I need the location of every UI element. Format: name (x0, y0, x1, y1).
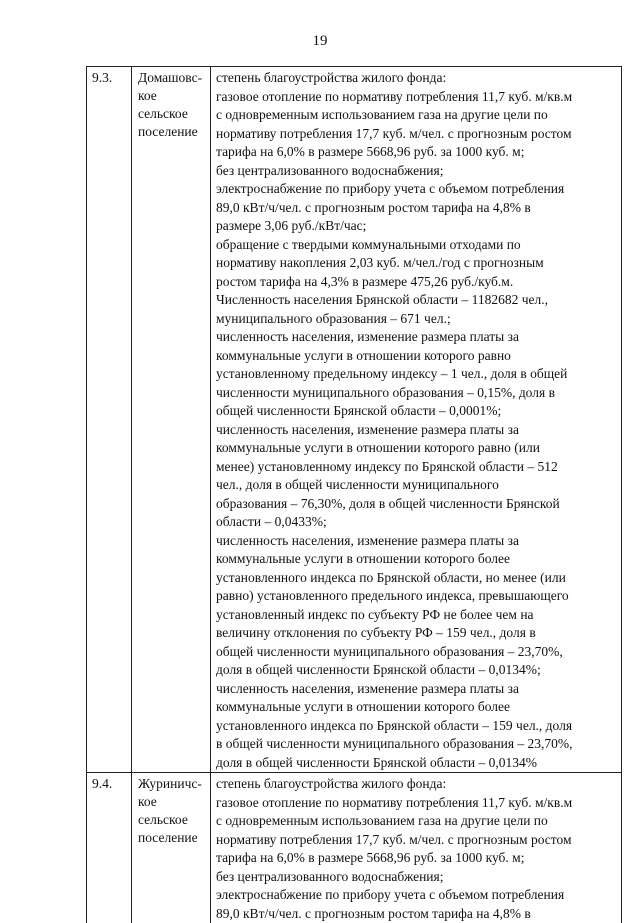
text-line: тарифа на 6,0% в размере 5668,96 руб. за 1000 куб. м; (216, 849, 619, 868)
text-line: в общей численности муниципального образования – 23,70%, (216, 735, 619, 754)
settlements-table (86, 66, 622, 923)
text-line: обращение с твердыми коммунальными отходами по (216, 236, 619, 255)
text-line: численность населения, изменение размера платы за (216, 532, 619, 551)
text-line: нормативу накопления 2,03 куб. м/чел./год с прогнозным (216, 254, 619, 273)
row-number: 9.4. (87, 773, 132, 923)
settlement-description (211, 67, 622, 773)
text-line: электроснабжение по прибору учета с объемом потребления (216, 886, 619, 905)
text-line: кое (138, 793, 210, 811)
text-line: газовое отопление по нормативу потребления 11,7 куб. м/кв.м (216, 794, 619, 813)
text-line: без централизованного водоснабжения; (216, 162, 619, 181)
text-line: Журиничс- (138, 775, 210, 793)
text-line: газовое отопление по нормативу потребления 11,7 куб. м/кв.м (216, 88, 619, 107)
text-line: электроснабжение по прибору учета с объемом потребления (216, 180, 619, 199)
text-line: Численность населения Брянской области – 1182682 чел., (216, 291, 619, 310)
text-line: численность населения, изменение размера платы за (216, 328, 619, 347)
text-line: нормативу потребления 17,7 куб. м/чел. с прогнозным ростом (216, 831, 619, 850)
text-line: установленному предельному индексу – 1 чел., доля в общей (216, 365, 619, 384)
page-number: 19 (0, 33, 640, 50)
text-line: численность населения, изменение размера платы за (216, 421, 619, 440)
text-line: размере 3,06 руб./кВт/час; (216, 217, 619, 236)
text-line: с одновременным использованием газа на другие цели по (216, 106, 619, 125)
text-line: образования – 76,30%, доля в общей численности Брянской (216, 495, 619, 514)
text-line: 89,0 кВт/ч/чел. с прогнозным ростом тарифа на 4,8% в (216, 199, 619, 218)
text-line: области – 0,0433%; (216, 513, 619, 532)
text-line: степень благоустройства жилого фонда: (216, 775, 619, 794)
text-line: муниципального образования – 671 чел.; (216, 310, 619, 329)
text-line: величину отклонения по субъекту РФ – 159 чел., доля в (216, 624, 619, 643)
text-line: поселение (138, 829, 210, 847)
text-line: доля в общей численности Брянской области – 0,0134% (216, 754, 619, 773)
text-line: кое (138, 87, 210, 105)
text-line: без централизованного водоснабжения; (216, 868, 619, 887)
text-line: поселение (138, 123, 210, 141)
text-line: коммунальные услуги в отношении которого более (216, 698, 619, 717)
table-row (87, 773, 622, 923)
text-line: ростом тарифа на 4,3% в размере 475,26 руб./куб.м. (216, 273, 619, 292)
text-line: чел., доля в общей численности муниципального (216, 476, 619, 495)
text-line: численности муниципального образования – 0,15%, доля в (216, 384, 619, 403)
text-line: тарифа на 6,0% в размере 5668,96 руб. за 1000 куб. м; (216, 143, 619, 162)
settlement-description (211, 773, 622, 923)
text-line: нормативу потребления 17,7 куб. м/чел. с прогнозным ростом (216, 125, 619, 144)
text-line: сельское (138, 105, 210, 123)
text-line: степень благоустройства жилого фонда: (216, 69, 619, 88)
text-line: доля в общей численности Брянской области – 0,0134%; (216, 661, 619, 680)
text-line: коммунальные услуги в отношении которого равно (или (216, 439, 619, 458)
text-line: менее) установленному индексу по Брянской области – 512 (216, 458, 619, 477)
text-line: установленного индекса по Брянской области – 159 чел., доля (216, 717, 619, 736)
text-line: установленного индекса по Брянской области, но менее (или (216, 569, 619, 588)
text-line: коммунальные услуги в отношении которого более (216, 550, 619, 569)
table-row (87, 67, 622, 773)
text-line: сельское (138, 811, 210, 829)
text-line: общей численности Брянской области – 0,0001%; (216, 402, 619, 421)
settlement-name (132, 67, 211, 773)
text-line: равно) установленного предельного индекса, превышающего (216, 587, 619, 606)
text-line: установленный индекс по субъекту РФ не более чем на (216, 606, 619, 625)
row-number: 9.3. (87, 67, 132, 773)
text-line: коммунальные услуги в отношении которого равно (216, 347, 619, 366)
settlement-name (132, 773, 211, 923)
text-line: Домашовс- (138, 69, 210, 87)
text-line: численность населения, изменение размера платы за (216, 680, 619, 699)
text-line: с одновременным использованием газа на другие цели по (216, 812, 619, 831)
text-line: общей численности муниципального образования – 23,70%, (216, 643, 619, 662)
text-line: 89,0 кВт/ч/чел. с прогнозным ростом тарифа на 4,8% в (216, 905, 619, 923)
